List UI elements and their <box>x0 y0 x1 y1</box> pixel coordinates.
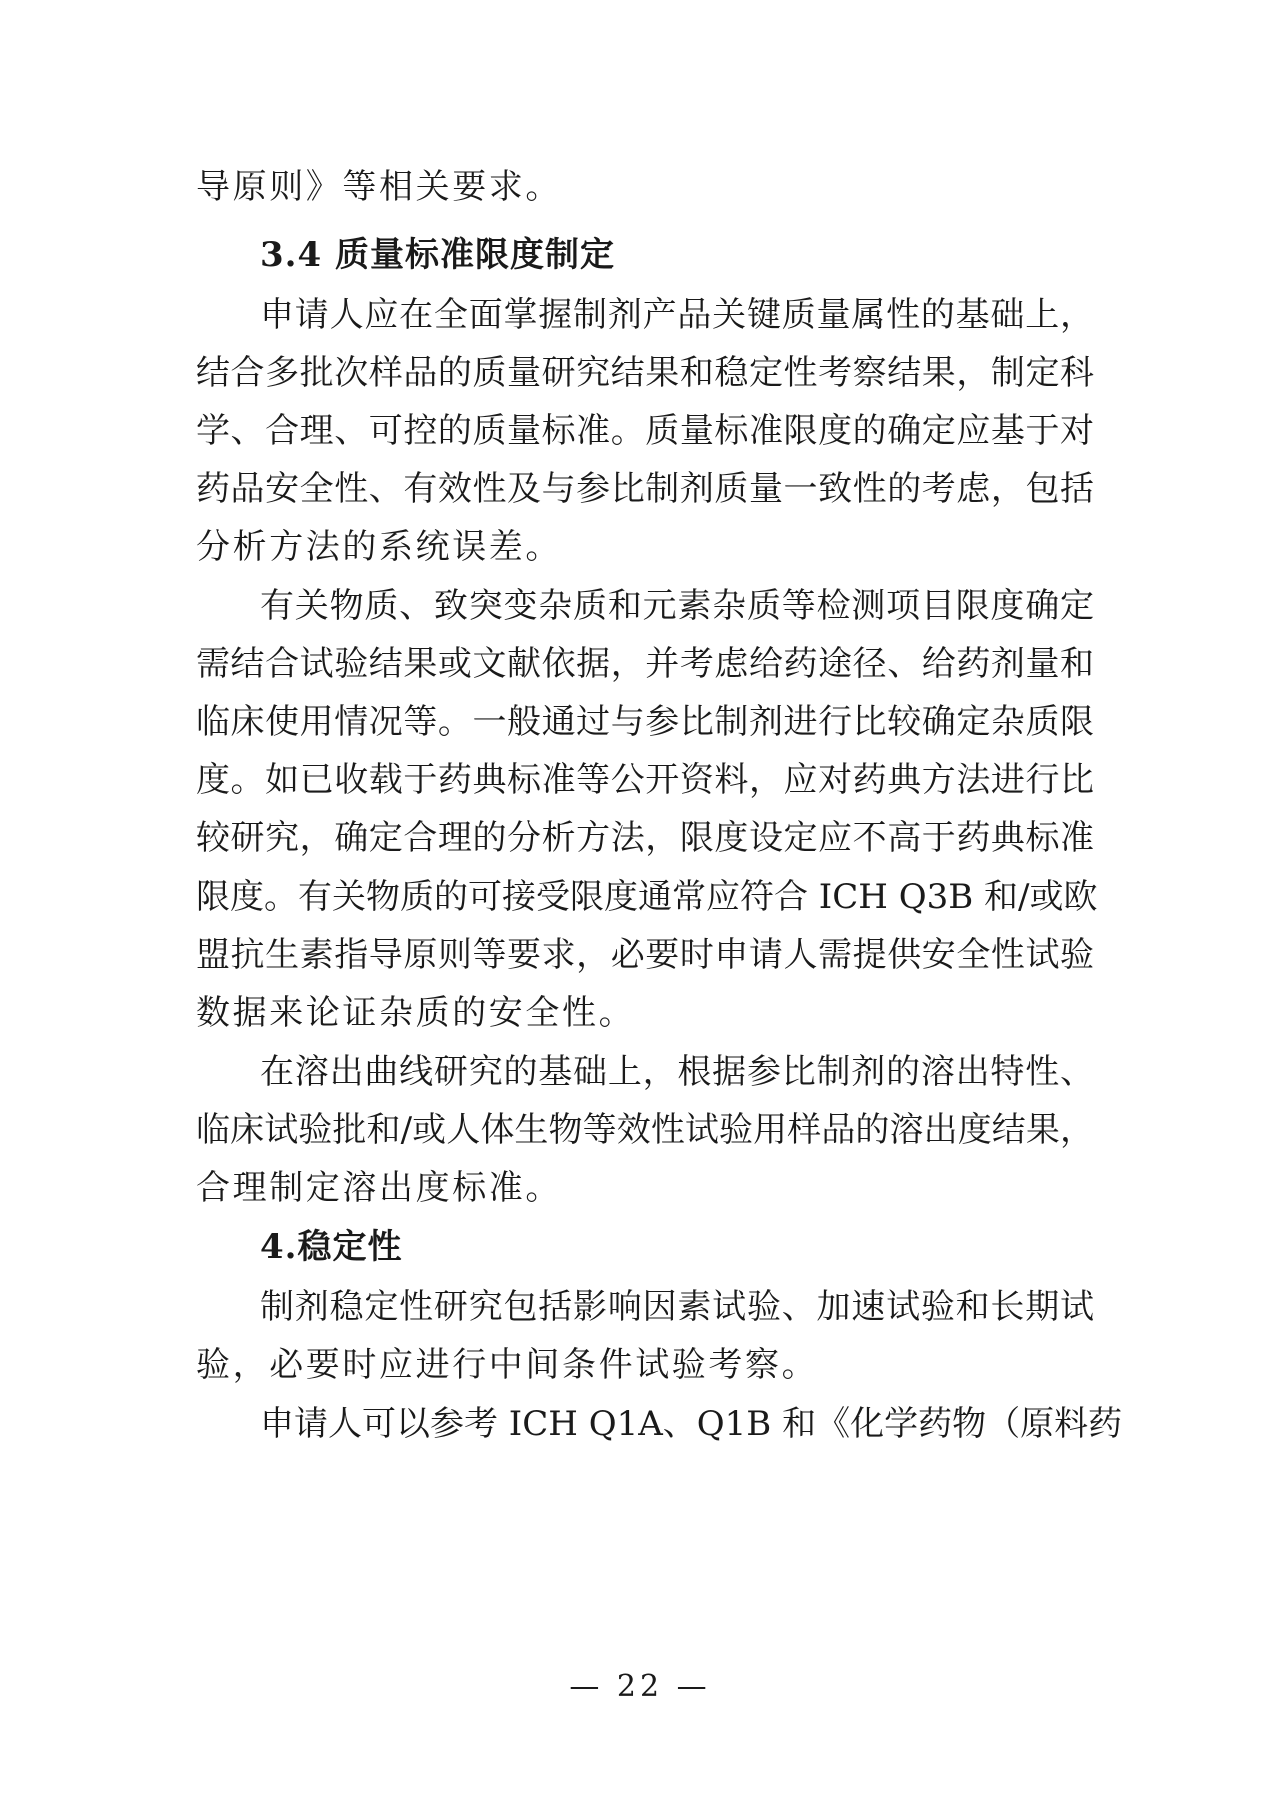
paragraph-line: 较研究，确定合理的分析方法，限度设定应不高于药典标准 <box>196 818 1094 858</box>
paragraph-line: 有关物质、致突变杂质和元素杂质等检测项目限度确定 <box>260 586 1094 626</box>
section-heading-3-4: 3.4 质量标准限度制定 <box>260 235 615 275</box>
section-heading-4: 4.稳定性 <box>260 1227 403 1267</box>
paragraph-line: 药品安全性、有效性及与参比制剂质量一致性的考虑，包括 <box>196 469 1094 509</box>
paragraph-line: 验，必要时应进行中间条件试验考察。 <box>196 1345 819 1385</box>
paragraph-line: 在溶出曲线研究的基础上，根据参比制剂的溶出特性、 <box>260 1052 1094 1092</box>
paragraph-line: 制剂稳定性研究包括影响因素试验、加速试验和长期试 <box>260 1287 1094 1327</box>
paragraph-line: 申请人可以参考 ICH Q1A、Q1B 和《化学药物（原料药 <box>260 1404 1123 1444</box>
paragraph-line: 学、合理、可控的质量标准。质量标准限度的确定应基于对 <box>196 411 1094 451</box>
paragraph-line: 合理制定溶出度标准。 <box>196 1168 562 1208</box>
paragraph-line: 度。如已收载于药典标准等公开资料，应对药典方法进行比 <box>196 760 1094 800</box>
paragraph-continuation-line: 导原则》等相关要求。 <box>196 167 562 207</box>
paragraph-line: 结合多批次样品的质量研究结果和稳定性考察结果，制定科 <box>196 353 1094 393</box>
page-number: — 22 — <box>569 1669 711 1704</box>
paragraph-line: 盟抗生素指导原则等要求，必要时申请人需提供安全性试验 <box>196 935 1094 975</box>
paragraph-line: 需结合试验结果或文献依据，并考虑给药途径、给药剂量和 <box>196 644 1094 684</box>
paragraph-line: 临床使用情况等。一般通过与参比制剂进行比较确定杂质限 <box>196 702 1094 742</box>
paragraph-line: 分析方法的系统误差。 <box>196 527 562 567</box>
paragraph-line: 临床试验批和/或人体生物等效性试验用样品的溶出度结果， <box>196 1110 1094 1150</box>
paragraph-line: 数据来论证杂质的安全性。 <box>196 993 636 1033</box>
paragraph-line: 限度。有关物质的可接受限度通常应符合 ICH Q3B 和/或欧 <box>196 877 1098 917</box>
paragraph-line: 申请人应在全面掌握制剂产品关键质量属性的基础上， <box>260 295 1094 335</box>
